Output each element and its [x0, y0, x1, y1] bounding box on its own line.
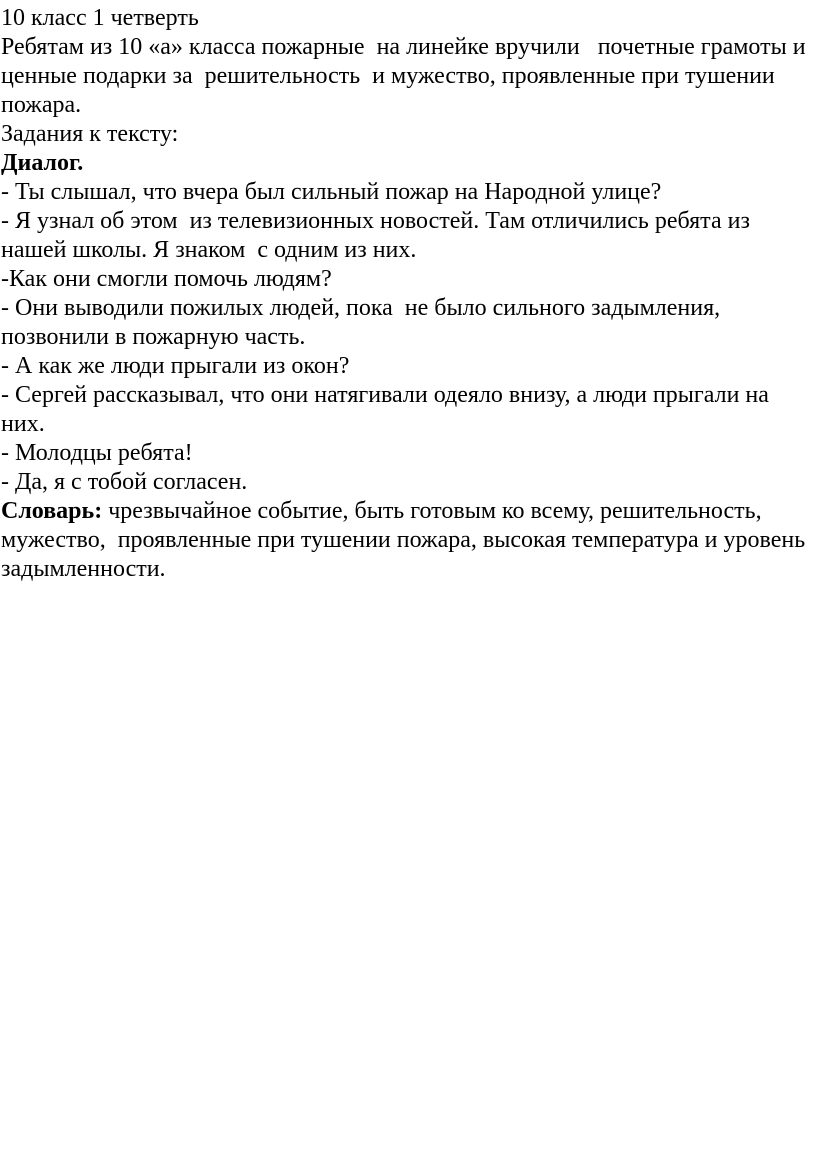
dialog-line: - А как же люди прыгали из окон?: [1, 353, 350, 379]
dialog-line: - Ты слышал, что вчера был сильный пожар на Народной улице?: [1, 179, 662, 205]
dialog-line: - Сергей рассказывал, что они натягивали одеяло внизу, а люди прыгали на них.: [1, 382, 775, 437]
tasks-label: Задания к тексту:: [1, 121, 179, 147]
intro-paragraph: Ребятам из 10 «а» класса пожарные на линейке вручили почетные грамоты и ценные подарки за решительность и мужество, проявленные при тушении пожара.: [1, 34, 812, 118]
dialog-line: - Они выводили пожилых людей, пока не было сильного задымления, позвонили в пожарную часть.: [1, 295, 727, 350]
dialog-line: -Как они смогли помочь людям?: [1, 266, 332, 292]
dialog-line: - Молодцы ребята!: [1, 440, 193, 466]
dialog-line: - Я узнал об этом из телевизионных новостей. Там отличились ребята из нашей школы. Я знаком с одним из них.: [1, 208, 756, 263]
dialog-heading: Диалог.: [1, 150, 84, 176]
vocabulary-text: чрезвычайное событие, быть готовым ко всему, решительность, мужество, проявленные при тушении пожара, высокая температура и уровень задымленности.: [1, 498, 812, 582]
dialog-line: - Да, я с тобой согласен.: [1, 469, 248, 495]
document-header: 10 класс 1 четверть: [1, 5, 199, 31]
vocabulary-label: Словарь:: [1, 498, 103, 524]
vocabulary-paragraph: [1, 497, 812, 584]
